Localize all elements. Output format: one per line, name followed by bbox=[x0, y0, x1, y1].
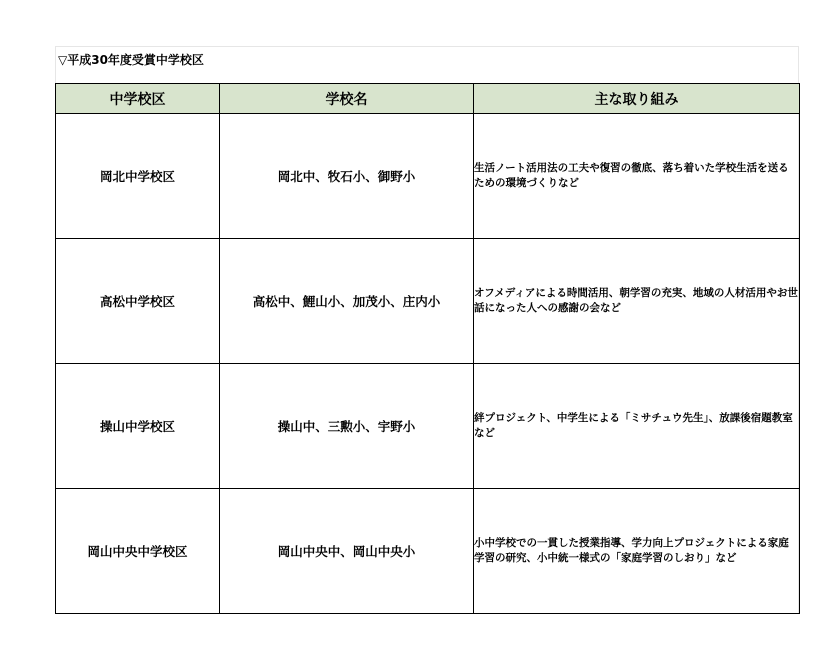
district-cell: 操山中学校区 bbox=[56, 364, 220, 489]
district-cell: 岡山中央中学校区 bbox=[56, 489, 220, 614]
header-efforts: 主な取り組み bbox=[474, 84, 800, 114]
district-cell: 岡北中学校区 bbox=[56, 114, 220, 239]
schools-cell: 高松中、鯉山小、加茂小、庄内小 bbox=[220, 239, 474, 364]
award-schools-table bbox=[55, 83, 800, 614]
header-row bbox=[56, 84, 800, 114]
table-row bbox=[56, 489, 800, 614]
efforts-cell: 絆プロジェクト、中学生による「ミサチュウ先生」、放課後宿題教室など bbox=[474, 364, 800, 489]
schools-cell: 岡山中央中、岡山中央小 bbox=[220, 489, 474, 614]
efforts-cell: オフメディアによる時間活用、朝学習の充実、地域の人材活用やお世話になった人への感謝の会など bbox=[474, 239, 800, 364]
district-cell: 高松中学校区 bbox=[56, 239, 220, 364]
table-row bbox=[56, 239, 800, 364]
table-row bbox=[56, 114, 800, 239]
header-schools: 学校名 bbox=[220, 84, 474, 114]
header-district: 中学校区 bbox=[56, 84, 220, 114]
efforts-cell: 小中学校での一貫した授業指導、学力向上プロジェクトによる家庭学習の研究、小中統一様式の「家庭学習のしおり」など bbox=[474, 489, 800, 614]
schools-cell: 岡北中、牧石小、御野小 bbox=[220, 114, 474, 239]
table-caption: ▽平成30年度受賞中学校区 bbox=[58, 53, 204, 67]
schools-cell: 操山中、三勲小、宇野小 bbox=[220, 364, 474, 489]
efforts-cell: 生活ノート活用法の工夫や復習の徹底、落ち着いた学校生活を送るための環境づくりなど bbox=[474, 114, 800, 239]
table-row bbox=[56, 364, 800, 489]
